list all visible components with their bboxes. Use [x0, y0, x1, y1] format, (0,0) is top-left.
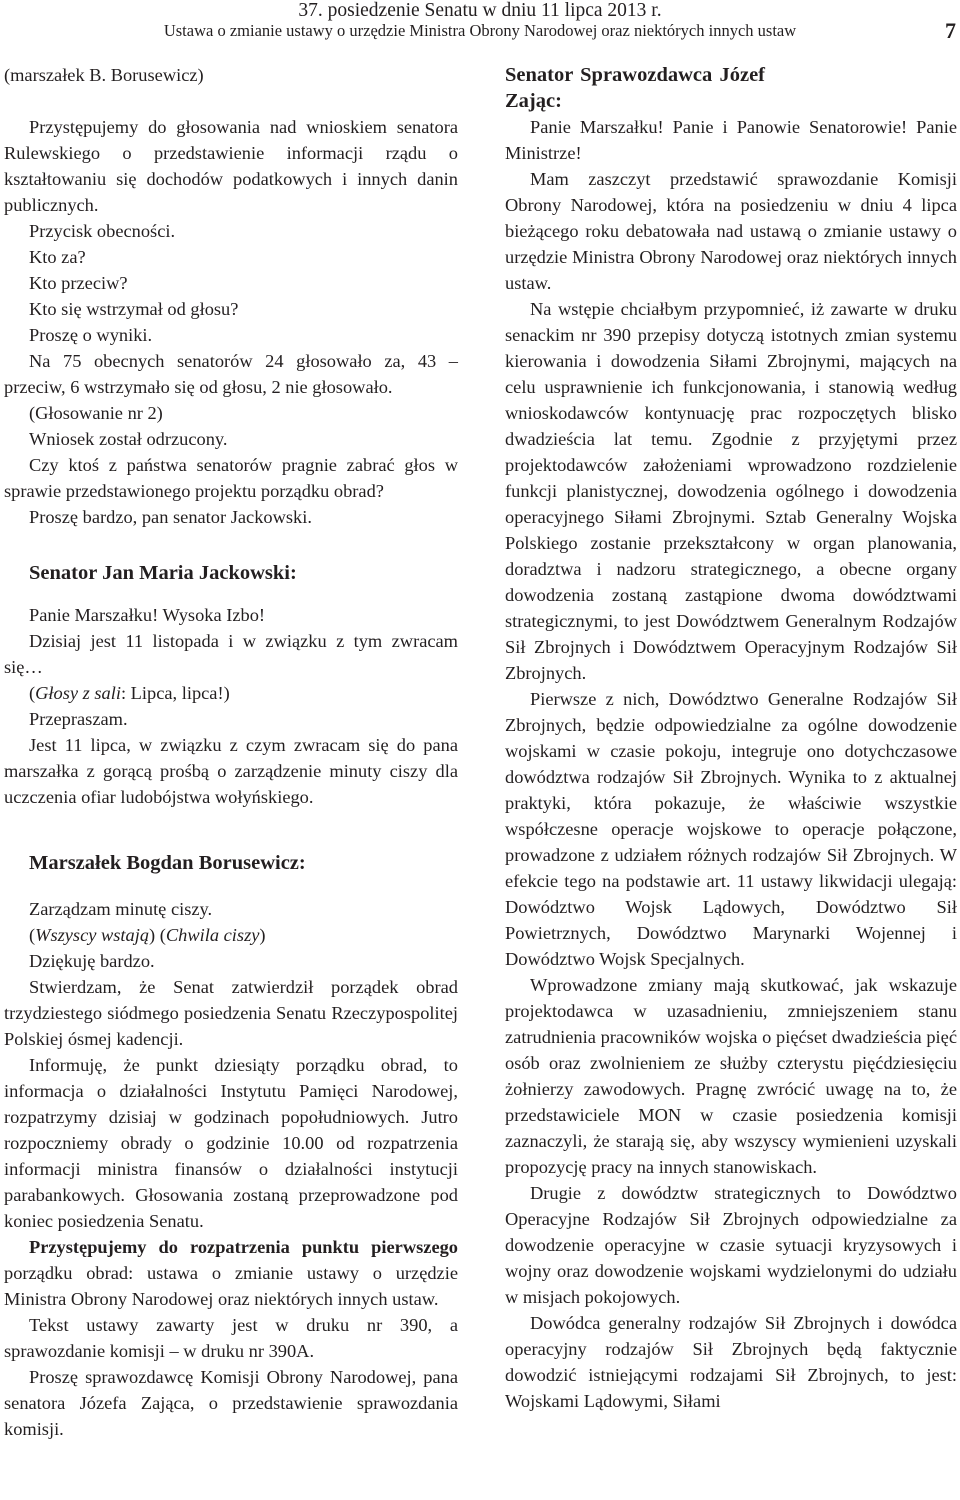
session-title: 37. posiedzenie Senatu w dniu 11 lipca 2013 r.	[298, 0, 662, 21]
left-column	[4, 62, 458, 1442]
paragraph: Pierwsze z nich, Dowództwo Generalne Rodzajów Sił Zbrojnych, będzie odpowiedzialne za ogólne dowodzenie wojskami w czasie pokoju, integruje ono dotychczasowe dowództwa rodzajów Sił Zbrojnych. Wynika to z aktualnej praktyki, która pokazuje, że właściwie wszystkie współczesne operacje wojskowe to operacje połączone, prowadzone z udziałem różnych rodzajów Sił Zbrojnych. W efekcie tego na podstawie art. 11 ustawy likwidacji ulegają: Dowództwo Wojsk Lądowych, Dowództwo Sił Powietrznych, Dowództwo Marynarki Wojennej i Dowództwo Wojsk Specjalnych.	[505, 689, 957, 969]
paragraph: Kto za?	[29, 247, 86, 267]
paragraph: Dziękuję bardzo.	[29, 951, 155, 971]
paragraph: Jest 11 lipca, w związku z czym zwracam się do pana marszałka z gorącą prośbą o zarządzenie minuty ciszy dla uczczenia ofiar ludobójstwa wołyńskiego.	[4, 735, 458, 807]
paragraph: (Głosowanie nr 2)	[29, 403, 163, 423]
paragraph: Kto się wstrzymał od głosu?	[29, 299, 239, 319]
paragraph: Wprowadzone zmiany mają skutkować, jak wskazuje projektodawca w uzasadnieniu, zmniejszeniem stanu zatrudnienia pracowników wojska o pięćset dwadzieścia pięć osób oraz zwolnieniem ze służby czterystu pięćdziesięciu żołnierzy zawodowych. Pragnę zwrócić uwagę na to, że przedstawiciele MON w czasie posiedzenia komisji zaznaczyli, że starają się, aby wszyscy wymienieni uzyskali propozycję pracy na innych stanowiskach.	[505, 975, 957, 1177]
paragraph: Panie Marszałku! Panie i Panowie Senatorowie! Panie Ministrze!	[505, 117, 957, 163]
paragraph: Dzisiaj jest 11 listopada i w związku z tym zwracam się…	[4, 631, 458, 677]
paragraph: Tekst ustawy zawarty jest w druku nr 390, a sprawozdanie komisji – w druku nr 390A.	[4, 1315, 458, 1361]
document-subtitle: Ustawa o zmianie ustawy o urzędzie Ministra Obrony Narodowej oraz niektórych innych ustaw	[163, 21, 797, 40]
speaker-heading: Senator Jan Maria Jackowski:	[29, 562, 297, 584]
paragraph: Czy ktoś z państwa senatorów pragnie zabrać głos w sprawie przedstawionego projektu porządku obrad?	[4, 455, 458, 501]
stage-direction: (Wszyscy wstają) (Chwila ciszy)	[29, 925, 266, 945]
paragraph: Na 75 obecnych senatorów 24 głosowało za, 43 – przeciw, 6 wstrzymało się od głosu, 2 nie głosowało.	[4, 351, 458, 397]
paragraph: Proszę o wyniki.	[29, 325, 153, 345]
paragraph: Proszę bardzo, pan senator Jackowski.	[29, 507, 312, 527]
paragraph: Mam zaszczyt przedstawić sprawozdanie Komisji Obrony Narodowej, która na posiedzeniu w dniu 4 lipca bieżącego roku debatowała nad ustawą o zmianie ustawy o urzędzie Ministra Obrony Narodowej oraz niektórych innych ustaw.	[505, 169, 957, 293]
speaker-note: (marszałek B. Borusewicz)	[4, 65, 204, 85]
paragraph: Dowódca generalny rodzajów Sił Zbrojnych i dowódca operacyjny rodzajów Sił Zbrojnych będą faktycznie dowodzić istniejącymi rodzajami Sił Zbrojnych, to jest: Wojskami Lądowymi, Siłami	[505, 1313, 957, 1411]
paragraph: Informuję, że punkt dziesiąty porządku obrad, to informacja o działalności Instytutu Pamięci Narodowej, rozpatrzymy dzisiaj w godzinach popołudniowych. Jutro rozpoczniemy obrady o godzinie 10.00 od rozpatrzenia informacji ministra finansów o działalności instytucji parabankowych. Głosowania zostaną przeprowadzone pod koniec posiedzenia Senatu.	[4, 1055, 458, 1231]
paragraph: Panie Marszałku! Wysoka Izbo!	[29, 605, 266, 625]
right-column	[505, 62, 957, 1414]
speaker-heading: Marszałek Bogdan Borusewicz:	[29, 852, 306, 874]
paragraph: Drugie z dowództw strategicznych to Dowództwo Operacyjne Rodzajów Sił Zbrojnych odpowiedzialne za dowodzenie operacyjne w czasie sytuacji kryzysowych i wojny oraz dowodzenie wojskami wydzielonymi do udziału w misjach pokojowych.	[505, 1183, 957, 1307]
paragraph: Przepraszam.	[29, 709, 128, 729]
paragraph: Wniosek został odrzucony.	[29, 429, 228, 449]
paragraph: Przystępujemy do głosowania nad wnioskiem senatora Rulewskiego o przedstawienie informacji rządu o kształtowaniu się dochodów podatkowych i innych danin publicznych.	[4, 117, 458, 215]
paragraph: Proszę sprawozdawcę Komisji Obrony Narodowej, pana senatora Józefa Zająca, o przedstawienie sprawozdania komisji.	[4, 1367, 458, 1439]
speaker-heading: Senator Sprawozdawca Józef Zając:	[505, 64, 765, 112]
paragraph: Przystępujemy do rozpatrzenia punktu pierwszego porządku obrad: ustawa o zmianie ustawy o urzędzie Ministra Obrony Narodowej oraz niektórych innych ustaw.	[4, 1237, 458, 1309]
paragraph: Zarządzam minutę ciszy.	[29, 899, 213, 919]
paragraph: Stwierdzam, że Senat zatwierdził porządek obrad trzydziestego siódmego posiedzenia Senatu Rzeczypospolitej Polskiej ósmej kadencji.	[4, 977, 458, 1049]
page-number: 7	[945, 18, 956, 43]
paragraph: Na wstępie chciałbym przypomnieć, iż zawarte w druku senackim nr 390 przepisy dotyczą istotnych zmian systemu kierowania i dowodzenia Siłami Zbrojnymi, mających na celu usprawnienie ich funkcjonowania, i stanowią według wnioskodawców kontynuację prac rozpoczętych blisko dwadzieścia lat temu. Zgodnie z przyjętymi przez projektodawców założeniami wprowadzono rozdzielenie funkcji planistycznej, dowodzenia ogólnego i dowodzenia operacyjnego Siłami Zbrojnymi. Sztab Generalny Wojska Polskiego zostanie przekształcony w organ planowania, doradztwa i nadzoru strategicznego, a obecne organy dowodzenia zostaną zastąpione dwoma dowództwami strategicznymi, to jest Dowództwem Generalnym Rodzajów Sił Zbrojnych i Dowództwem Operacyjnym Rodzajów Sił Zbrojnych.	[505, 299, 957, 683]
interjection: (Głosy z sali: Lipca, lipca!)	[29, 683, 230, 703]
paragraph: Kto przeciw?	[29, 273, 128, 293]
page-header	[0, 0, 960, 48]
paragraph: Przycisk obecności.	[29, 221, 176, 241]
